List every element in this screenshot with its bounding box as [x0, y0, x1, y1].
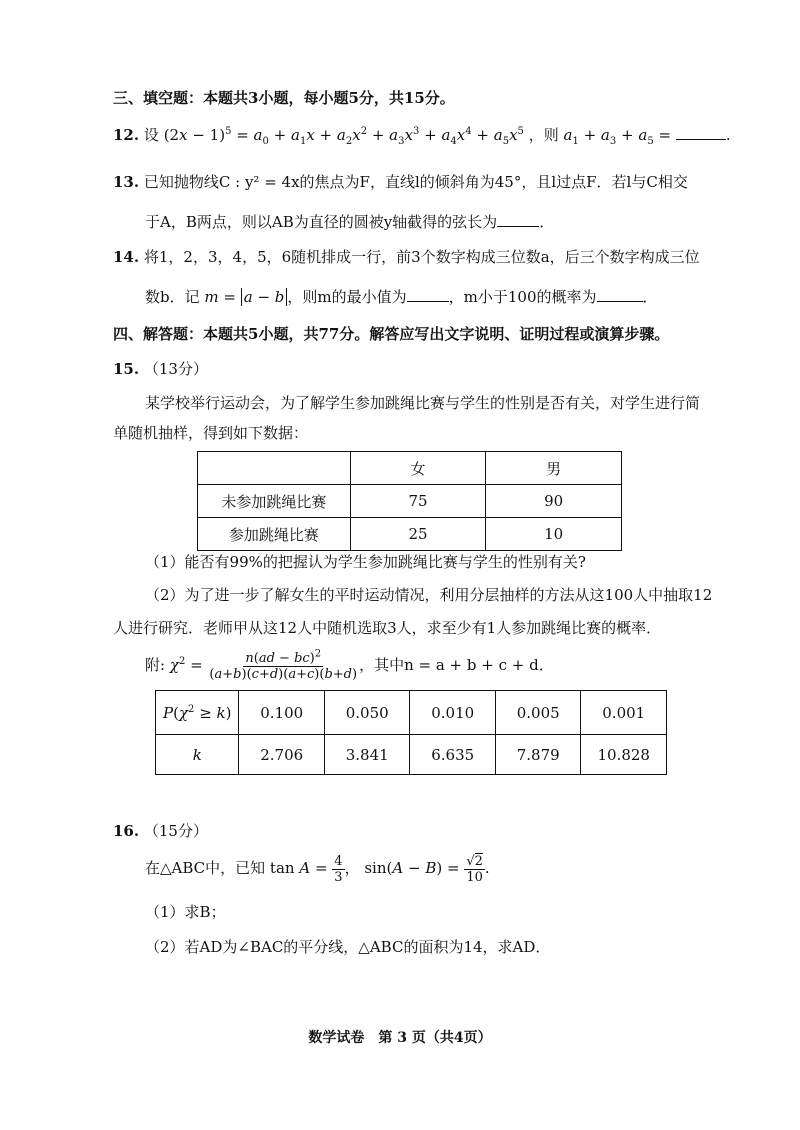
- p-value: 0.005: [495, 691, 581, 735]
- cell-male: 10: [486, 518, 622, 551]
- cell-male: 90: [486, 485, 622, 518]
- answer-blank[interactable]: [676, 125, 726, 140]
- chi-fraction: $\frac{n(ad - bc)^2}{(a+b)(c+d)(a+c)(b+d)}$: [209, 648, 358, 682]
- p-value: 0.010: [410, 691, 496, 735]
- p-label: $P(\chi^2 \ge k)$: [156, 691, 239, 735]
- q13-number: 13.: [113, 173, 140, 191]
- question-15: [113, 359, 208, 379]
- q15-part2-line1: （2）为了进一步了解女生的平时运动情况，利用分层抽样的方法从这100人中抽取12: [145, 586, 713, 604]
- q15-part2-line2: 人进行研究．老师甲从这12人中随机选取3人，求至少有1人参加跳绳比赛的概率．: [113, 619, 662, 637]
- q12-target: $a_1 + a_3 + a_5$ =: [563, 126, 672, 147]
- q16-given-b: ，: [344, 859, 360, 877]
- question-16: [113, 821, 208, 841]
- q12-number: 12.: [113, 126, 140, 144]
- q16-part2: （2）若AD为∠BAC的平分线，△ABC的面积为14，求AD．: [145, 938, 551, 956]
- q16-given: 在△ABC中，已知 tan A = $\frac{4}{3}$ ， sin(A − B) = $\frac{√2}{10}$ .: [145, 853, 490, 885]
- k-value: 7.879: [495, 735, 581, 775]
- question-14-cont: [145, 287, 658, 307]
- attach-tail: ，其中n = a + b + c + d．: [359, 656, 554, 674]
- q16-part1: （1）求B；: [145, 903, 226, 921]
- page-footer: 数学试卷 第 3 页（共4页）: [308, 1030, 492, 1046]
- survey-table: [197, 451, 622, 551]
- q14-line2a: 数b．记: [145, 288, 200, 306]
- q12-text-b: ，则: [528, 126, 559, 144]
- question-12: [113, 125, 731, 145]
- q14-line2c: ，m小于100的概率为: [448, 288, 597, 306]
- q15-score: （13分）: [143, 360, 208, 378]
- q13-line2: 于A，B两点，则以AB为直径的圆被y轴截得的弦长为: [145, 213, 498, 231]
- answer-blank[interactable]: [497, 212, 539, 227]
- cell-female: 75: [350, 485, 486, 518]
- q12-text-a: 设: [143, 126, 159, 144]
- table-row: [156, 691, 667, 735]
- section4-header: 四、解答题：本题共5小题，共77分。解答应写出文字说明、证明过程或演算步骤。: [113, 325, 670, 343]
- row-label: 参加跳绳比赛: [198, 518, 351, 551]
- table-row: [156, 735, 667, 775]
- q13-line2-end: ．: [539, 213, 555, 231]
- p-value: 0.001: [581, 691, 667, 735]
- chi-square-formula: 附: $\chi^2$ = $\frac{n(ad - bc)^2}{(a+b)(c+d)(a+c)(b+d)}$ ，其中n = a + b + c + d．: [145, 648, 554, 682]
- q15-text-line1: 某学校举行运动会，为了解学生参加跳绳比赛与学生的性别是否有关，对学生进行简: [145, 394, 701, 412]
- sin-fraction: $\frac{√2}{10}$: [466, 853, 483, 885]
- tan-fraction: $\frac{4}{3}$: [334, 853, 343, 885]
- critical-value-table: [155, 690, 667, 775]
- k-value: 3.841: [324, 735, 410, 775]
- q15-text-line2: 单随机抽样，得到如下数据：: [113, 424, 309, 442]
- header-male: 男: [486, 452, 622, 485]
- header-empty-cell: [198, 452, 351, 485]
- table-row: [198, 485, 622, 518]
- k-value: 6.635: [410, 735, 496, 775]
- q14-line2b: ，则m的最小值为: [287, 288, 407, 306]
- table-row: [198, 518, 622, 551]
- question-13: [113, 172, 688, 192]
- p-value: 0.050: [324, 691, 410, 735]
- q16-score: （15分）: [143, 822, 208, 840]
- q16-given-a: 在△ABC中，已知: [145, 859, 266, 877]
- k-label: k: [156, 735, 239, 775]
- q16-number: 16.: [113, 822, 140, 840]
- p-value: 0.100: [239, 691, 325, 735]
- row-label: 未参加跳绳比赛: [198, 485, 351, 518]
- question-13-cont: [145, 212, 554, 232]
- q15-number: 15.: [113, 360, 140, 378]
- q14-line1: 将1，2，3，4，5，6随机排成一行，前3个数字构成三位数a，后三个数字构成三位: [143, 248, 700, 266]
- cell-female: 25: [350, 518, 486, 551]
- q16-given-c: .: [484, 859, 490, 877]
- q12-text-c: .: [725, 126, 731, 144]
- q14-number: 14.: [113, 248, 140, 266]
- question-14: [113, 247, 700, 267]
- q12-formula: $(2x - 1)^5 = a_0 + a_1x + a_2x^2 + a_3x^3 + a_4x^4 + a_5x^5$: [163, 126, 524, 147]
- q15-part1: （1）能否有99%的把握认为学生参加跳绳比赛与学生的性别有关?: [145, 553, 586, 571]
- q14-formula: m = a − b: [204, 288, 287, 306]
- q13-line1: 已知抛物线C : y² = 4x的焦点为F，直线l的倾斜角为45°，且l过点F．若l与C相交: [143, 173, 688, 191]
- header-female: 女: [350, 452, 486, 485]
- answer-blank[interactable]: [597, 287, 643, 302]
- k-value: 2.706: [239, 735, 325, 775]
- k-value: 10.828: [581, 735, 667, 775]
- attach-label: 附:: [145, 656, 166, 674]
- section3-header: 三、填空题：本题共3小题，每小题5分，共15分。: [113, 89, 455, 107]
- q14-line2d: ．: [642, 288, 658, 306]
- answer-blank[interactable]: [407, 287, 449, 302]
